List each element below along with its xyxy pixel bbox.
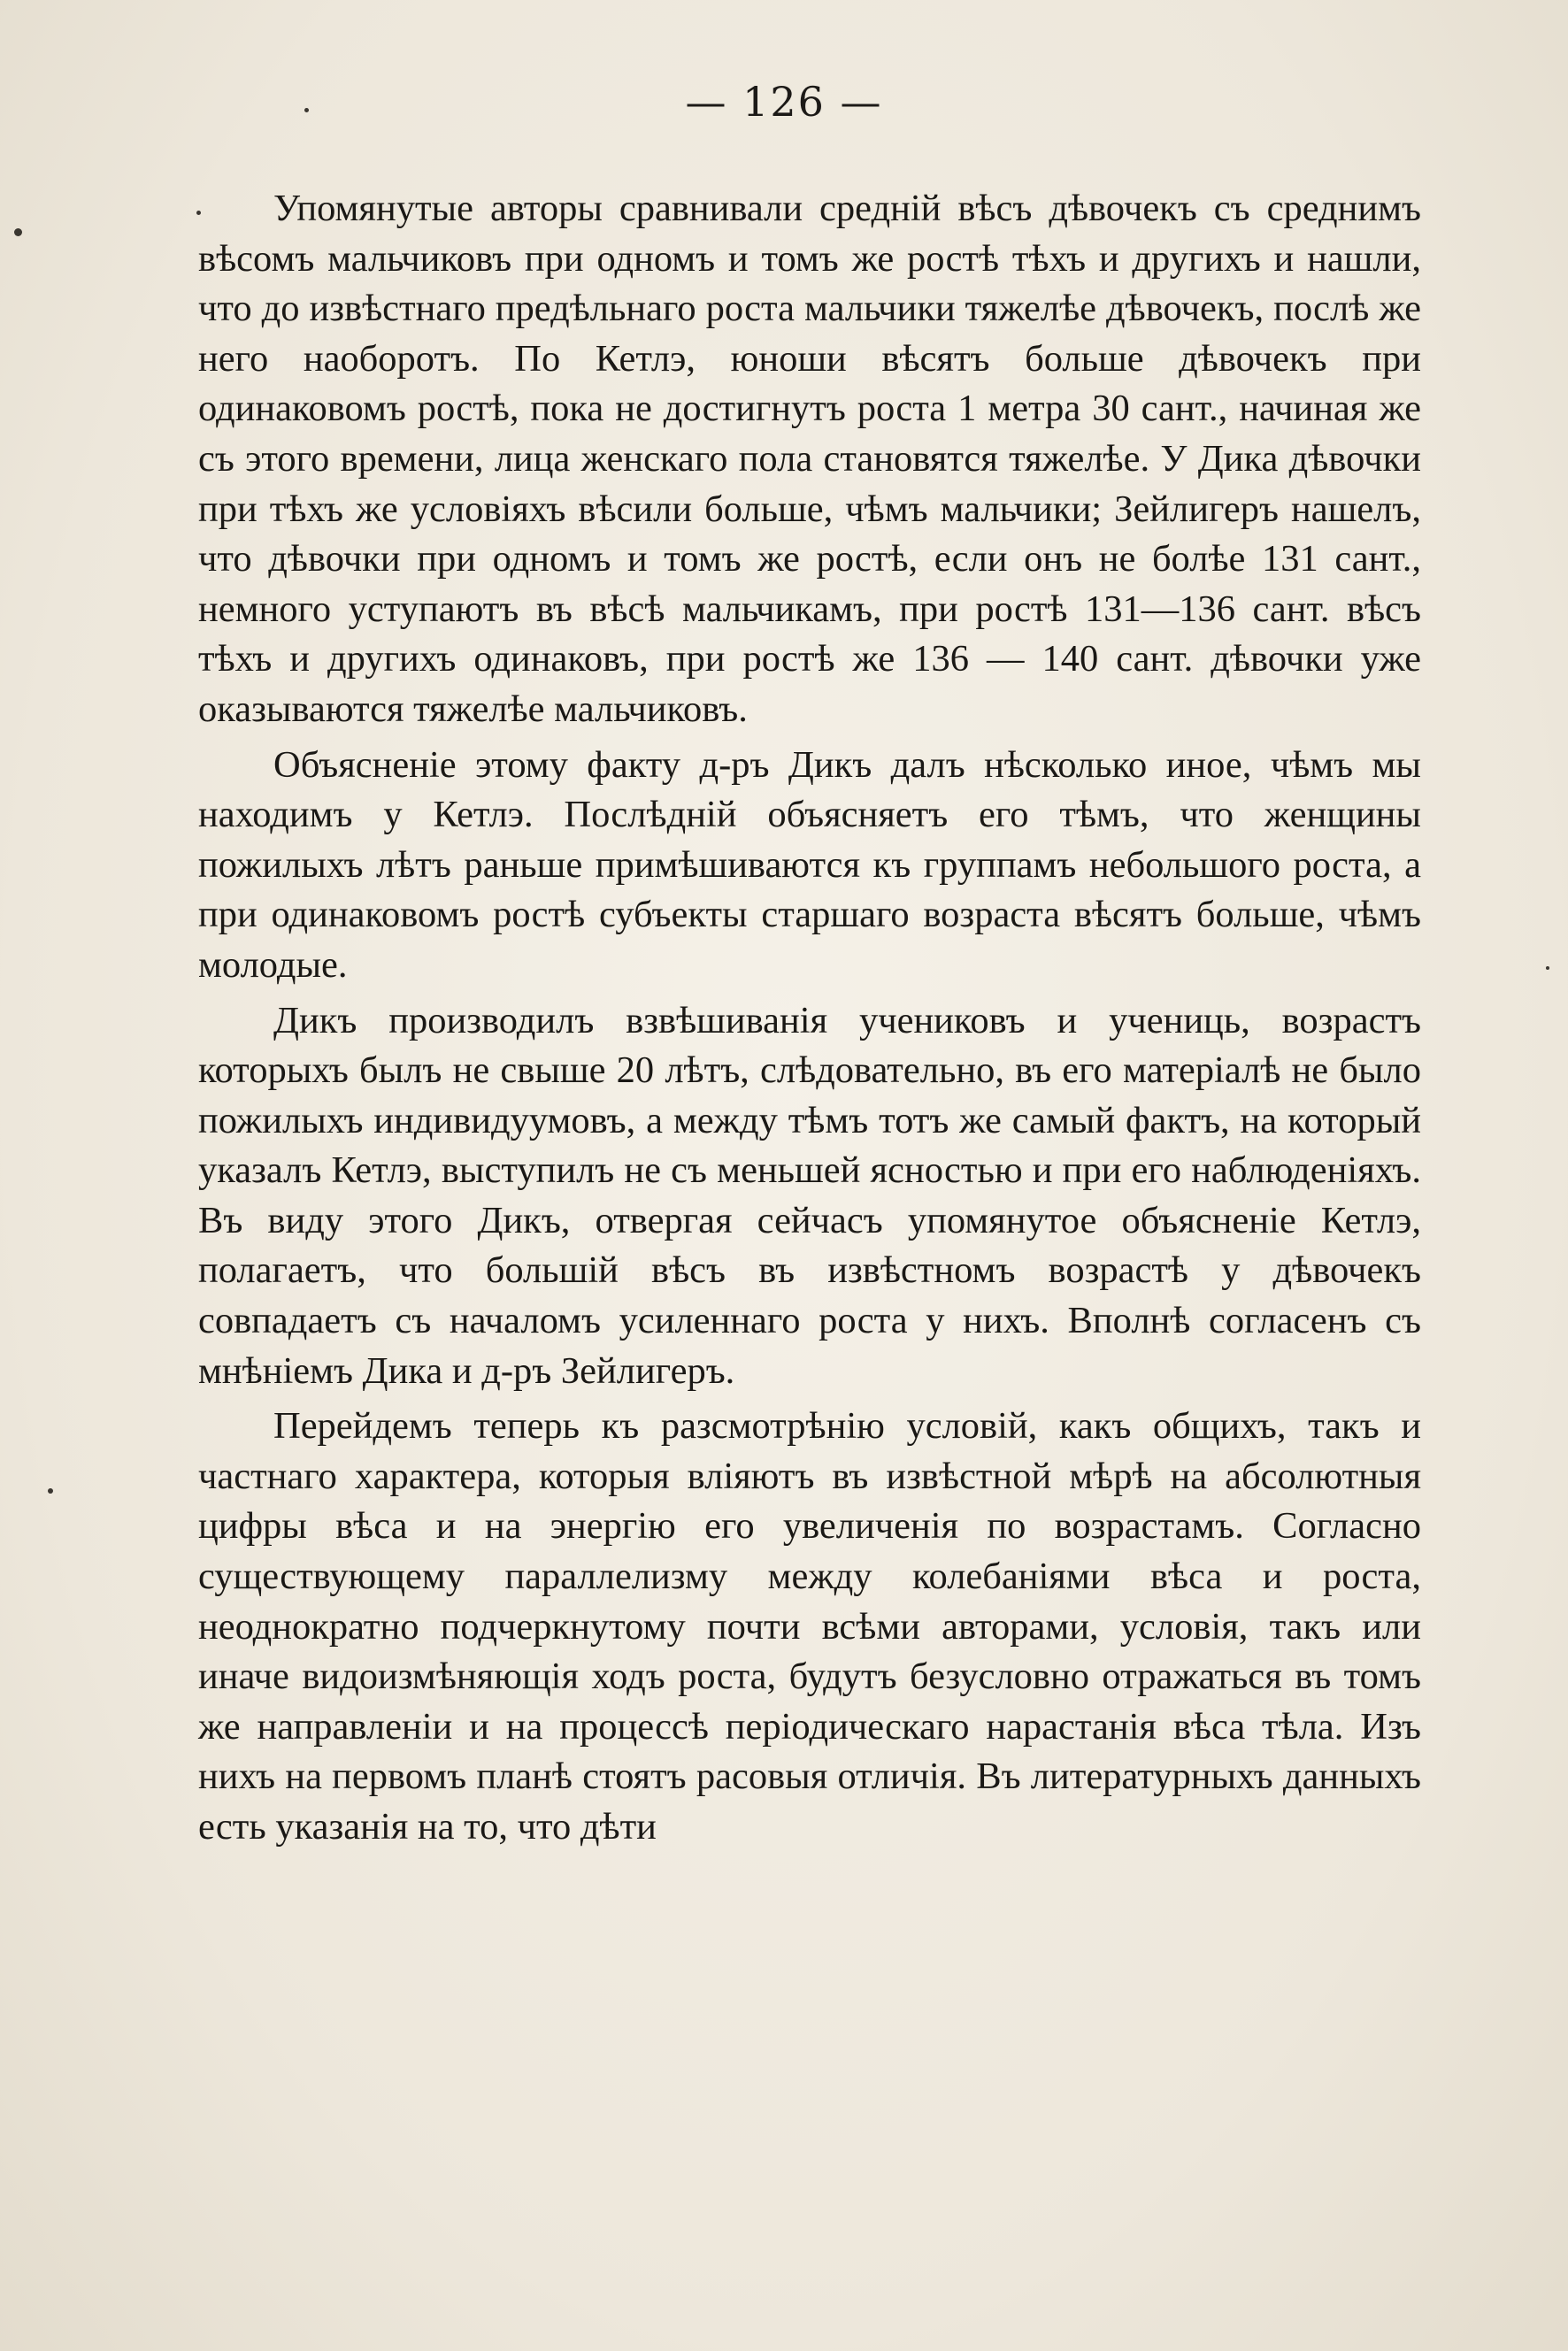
scan-speck xyxy=(196,211,201,215)
scan-speck xyxy=(48,1488,53,1494)
scan-speck xyxy=(14,228,22,236)
page-number: — 126 — xyxy=(685,78,883,126)
body-text xyxy=(198,184,1421,1853)
scan-speck xyxy=(304,108,309,112)
paragraph-4: Перейдемъ теперь къ разсмотрѣнiю условiй, какъ общихъ, такъ и частнаго характера, которыя влiяютъ въ извѣстной мѣрѣ на абсолютныя цифры вѣса и на энергiю его увеличенiя по возрастамъ. Согласно существующему параллелизму между колебанiями вѣса и роста, неоднократно подчеркнутому почти всѣми авторами, условiя, такъ или иначе видоизмѣняющiя ходъ роста, будутъ безусловно отражаться въ томъ же направленiи и на процессѣ перiодическаго нарастанiя вѣса тѣла. Изъ нихъ на первомъ планѣ стоятъ расовыя отличiя. Въ литературныхъ данныхъ есть указанiя на то, что дѣти xyxy=(198,1405,1421,1848)
paragraph-1: Упомянутые авторы сравнивали среднiй вѣсъ дѣвочекъ съ среднимъ вѣсомъ мальчиковъ при одномъ и томъ же ростѣ тѣхъ и другихъ и нашли, что до извѣстнаго предѣльнаго роста мальчики тяжелѣе дѣвочекъ, послѣ же него наоборотъ. По Кетлэ, юноши вѣсятъ больше дѣвочекъ при одинаковомъ ростѣ, пока не достигнутъ роста 1 метра 30 сант., начиная же съ этого времени, лица женскаго пола становятся тяжелѣе. У Дика дѣвочки при тѣхъ же условiяхъ вѣсили больше, чѣмъ мальчики; Зейлигеръ нашелъ, что дѣвочки при одномъ и томъ же ростѣ, если онъ не болѣе 131 сант., немного уступаютъ въ вѣсѣ мальчикамъ, при ростѣ 131—136 сант. вѣсъ тѣхъ и другихъ одинаковъ, при ростѣ же 136 — 140 сант. дѣвочки уже оказываются тяжелѣе мальчиковъ. xyxy=(198,188,1421,730)
scan-speck xyxy=(1546,966,1549,970)
paragraph-3: Дикъ производилъ взвѣшиванiя учениковъ и учениць, возрастъ которыхъ былъ не свыше 20 лѣтъ, слѣдовательно, въ его матерiалѣ не было пожилыхъ индивидуумовъ, а между тѣмъ тотъ же самый фактъ, на который указалъ Кетлэ, выступилъ не съ меньшей ясностью и при его наблюденiяхъ. Въ виду этого Дикъ, отвергая сейчасъ упомянутое объясненiе Кетлэ, полагаетъ, что большiй вѣсъ въ извѣстномъ возрастѣ у дѣвочекъ совпадаетъ съ началомъ усиленнаго роста у нихъ. Вполнѣ согласенъ съ мнѣнiемъ Дика и д-ръ Зейлигеръ. xyxy=(198,999,1421,1392)
paragraph-2: Объясненiе этому факту д-ръ Дикъ далъ нѣсколько иное, чѣмъ мы находимъ у Кетлэ. Послѣднiй объясняетъ его тѣмъ, что женщины пожилыхъ лѣтъ раньше примѣшиваются къ группамъ небольшого роста, а при одинаковомъ ростѣ субъекты старшаго возраста вѣсятъ больше, чѣмъ молодые. xyxy=(198,743,1421,986)
